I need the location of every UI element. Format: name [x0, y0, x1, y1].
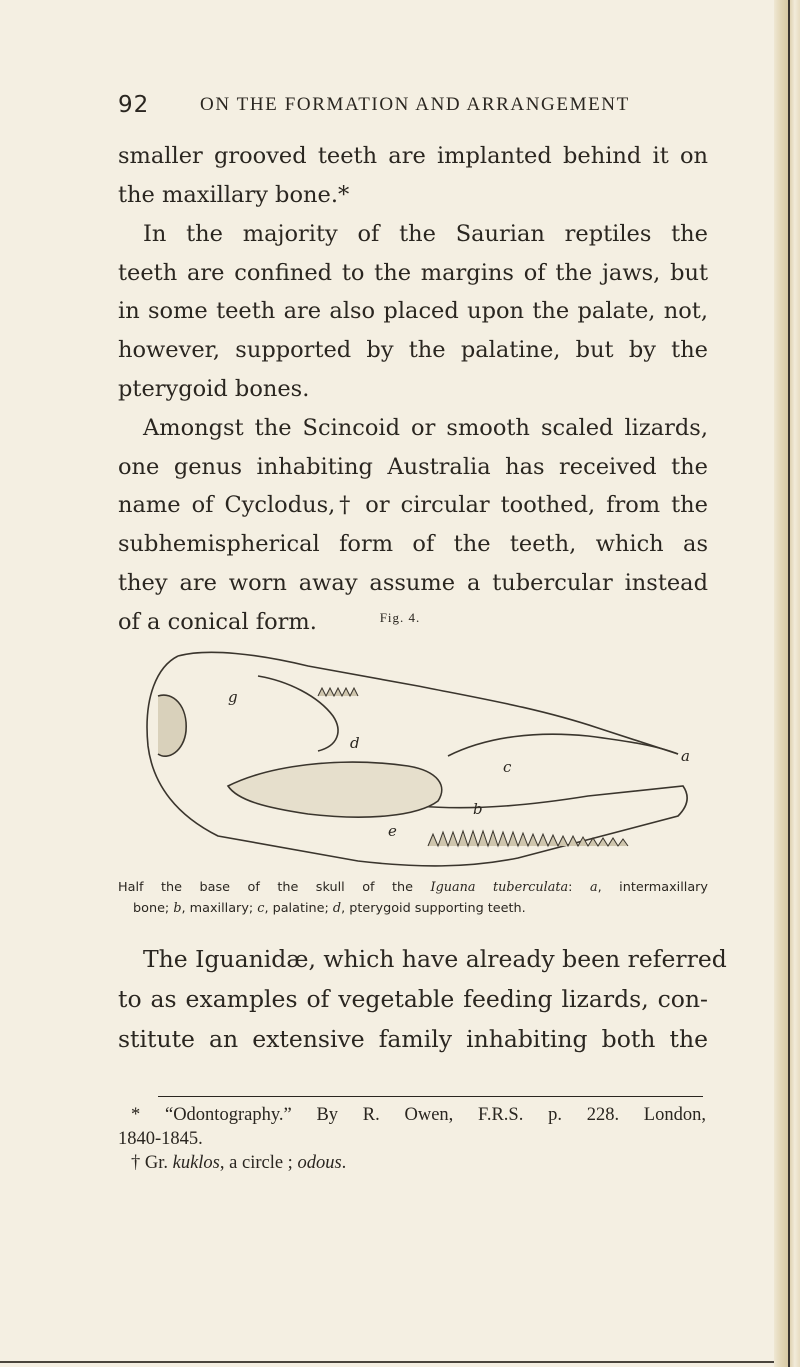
figure-letter-g: g	[228, 688, 238, 706]
palatal-opening	[228, 762, 442, 817]
figure-letter-b: b	[473, 800, 483, 818]
body-line: subhemispherical form of the teeth, which as	[118, 531, 708, 557]
body-line: teeth are confined to the margins of the jaws, but	[118, 260, 708, 286]
palatine-ridge	[448, 734, 678, 756]
caption-letter: a	[589, 880, 598, 895]
page-header	[118, 92, 710, 122]
footnote-1-continued: 1840-1845.	[118, 1129, 203, 1149]
body-line: in some teeth are also placed upon the palate, not,	[118, 298, 708, 324]
caption-text: , maxillary;	[181, 901, 258, 916]
figure-letter-d: d	[350, 734, 360, 752]
spine-edge-line	[788, 0, 790, 1367]
caption-letter: b	[173, 901, 182, 916]
body-line: The Iguanidæ, which have already been referred	[143, 945, 727, 973]
body-line: name of Cyclodus,† or circular toothed, from the	[118, 492, 708, 518]
body-line: they are worn away assume a tubercular instead	[118, 570, 708, 596]
caption-text: , palatine;	[264, 901, 333, 916]
occipital-condyle	[158, 695, 186, 756]
figure-caption-line-1	[118, 880, 708, 895]
body-line: stitute an extensive family inhabiting both the	[118, 1025, 708, 1053]
figure-letter-e: e	[388, 822, 397, 840]
body-line: to as examples of vegetable feeding lizards, con-	[118, 985, 708, 1013]
caption-text: , pterygoid supporting teeth.	[341, 901, 526, 916]
maxillary-teeth	[428, 831, 628, 846]
caption-text: bone;	[133, 901, 174, 916]
caption-species: Iguana tuberculata	[430, 880, 569, 895]
body-line: however, supported by the palatine, but by the	[118, 337, 708, 363]
footnote-text: † Gr.	[131, 1153, 173, 1173]
footnote-rule	[158, 1096, 703, 1097]
footnote-text: , a circle ;	[219, 1153, 298, 1173]
caption-text: Half the base of the skull of the	[118, 880, 431, 895]
body-line: smaller grooved teeth are implanted behind it on	[118, 143, 708, 169]
footnote-2	[131, 1153, 346, 1174]
page-bottom-edge	[0, 1361, 774, 1363]
figure-caption-line-2	[133, 901, 708, 916]
caption-letter: c	[257, 901, 265, 916]
body-line: In the majority of the Saurian reptiles the	[143, 221, 708, 247]
caption-text: :	[568, 880, 590, 895]
page-number: 92	[118, 92, 150, 118]
footnote-text: .	[341, 1153, 347, 1173]
caption-letter: d	[332, 901, 342, 916]
footnote-greek-word: kuklos	[172, 1153, 220, 1173]
body-line: the maxillary bone.*	[118, 182, 350, 208]
pterygoid-teeth	[318, 688, 358, 696]
book-spine-edge	[774, 0, 800, 1367]
figure-letter-a: a	[681, 747, 690, 765]
body-line: of a conical form.	[118, 609, 317, 635]
running-title: ON THE FORMATION AND ARRANGEMENT	[200, 94, 630, 115]
body-line: one genus inhabiting Australia has received the	[118, 454, 708, 480]
body-line: Amongst the Scincoid or smooth scaled lizards,	[143, 415, 708, 441]
caption-text: , intermaxillary	[597, 880, 708, 895]
skull-illustration	[118, 636, 708, 876]
figure-label: Fig. 4.	[379, 610, 421, 625]
body-line: pterygoid bones.	[118, 376, 310, 402]
footnote-greek-word: odous	[297, 1153, 342, 1173]
figure-letter-c: c	[503, 758, 512, 776]
footnote-1: * “Odontography.” By R. Owen, F.R.S. p. 228. London,	[131, 1105, 706, 1125]
pterygoid-arch	[258, 676, 338, 751]
